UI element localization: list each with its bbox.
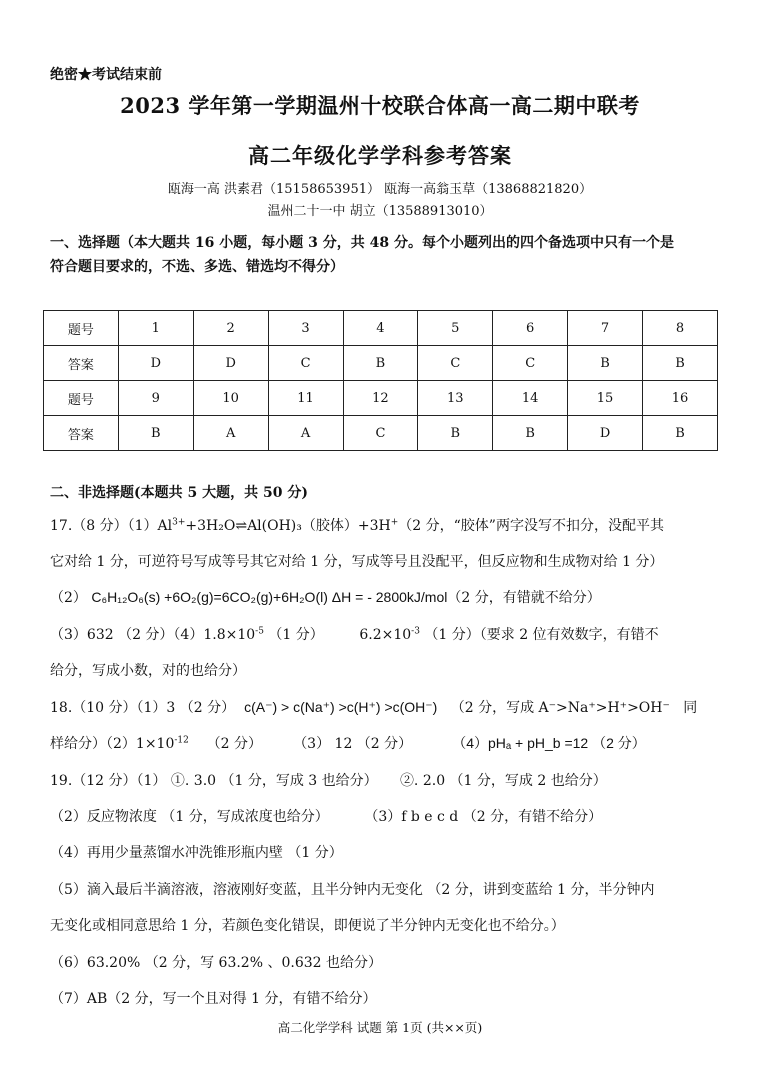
answer-table: [43, 310, 718, 451]
table-cell: B: [643, 346, 718, 381]
table-cell: 14: [493, 381, 568, 416]
table-cell: 15: [568, 381, 643, 416]
authors-line-2: 温州二十一中 胡立（13588913010）: [267, 204, 493, 219]
q17-line1: 17.（8 分）$(1)Al^{3+}+3H_2O\rightleftharpoons Al(OH)_3$（胶体）+3H+（2 分，“胶体”两字没写不扣分，没配平其: [50, 517, 664, 534]
table-row-header: 答案: [44, 416, 119, 451]
table-cell: 1: [118, 311, 193, 346]
table-row: [44, 346, 718, 381]
section1-heading-line2: 符合题目要求的，不选、多选、错选均不得分）: [50, 259, 344, 275]
table-cell: 10: [193, 381, 268, 416]
table-cell: 11: [268, 381, 343, 416]
table-row-header: 题号: [44, 311, 119, 346]
table-row: [44, 416, 718, 451]
table-cell: D: [193, 346, 268, 381]
table-cell: C: [418, 346, 493, 381]
table-cell: B: [118, 416, 193, 451]
table-row: [44, 381, 718, 416]
q19-line5: 无变化或相同意思给 1 分，若颜色变化错误，即便说了半分钟内无变化也不给分。）: [50, 918, 565, 934]
table-cell: C: [343, 416, 418, 451]
table-cell: 16: [643, 381, 718, 416]
table-cell: 2: [193, 311, 268, 346]
table-cell: B: [568, 346, 643, 381]
table-row-header: 答案: [44, 346, 119, 381]
q17-line4: （3）632 （2 分）$(4)1.8\times 10^{-5}$ （1 分） $6.2\times 10^{-3}$ （1 分）（要求 2 位有效数字，有错不: [50, 626, 659, 643]
table-cell: 3: [268, 311, 343, 346]
table-cell: 12: [343, 381, 418, 416]
table-cell: B: [493, 416, 568, 451]
q19-line7: （7）AB（2 分，写一个且对得 1 分，有错不给分）: [50, 991, 377, 1007]
table-cell: C: [268, 346, 343, 381]
table-row: [44, 311, 718, 346]
table-cell: B: [418, 416, 493, 451]
q19-line1: 19.（12 分）（1） ①. 3.0 （1 分，写成 3 也给分） ②. 2.0 （1 分，写成 2 也给分）: [50, 773, 607, 789]
table-cell: A: [193, 416, 268, 451]
table-cell: B: [343, 346, 418, 381]
confidential-label: 绝密★考试结束前: [50, 67, 162, 83]
table-cell: 5: [418, 311, 493, 346]
q19-line4: （5）滴入最后半滴溶液，溶液刚好变蓝，且半分钟内无变化 （2 分，讲到变蓝给 1 分，半分钟内: [50, 882, 655, 898]
q17-line5: 给分，写成小数，对的也给分）: [50, 663, 246, 679]
page-subtitle: 高二年级化学学科参考答案: [248, 143, 512, 168]
table-cell: 7: [568, 311, 643, 346]
table-row-header: 题号: [44, 381, 119, 416]
q19-line6: （6）63.20% （2 分，写 63.2% 、0.632 也给分）: [50, 955, 383, 971]
table-cell: 4: [343, 311, 418, 346]
q17-line2: 它对给 1 分，可逆符号写成等号其它对给 1 分，写成等号且没配平，但反应物和生成物对给 1 分）: [50, 554, 664, 570]
table-cell: B: [643, 416, 718, 451]
table-cell: D: [568, 416, 643, 451]
table-cell: 8: [643, 311, 718, 346]
table-cell: 6: [493, 311, 568, 346]
table-cell: 9: [118, 381, 193, 416]
page-footer: 高二化学学科 试题 第 1页 (共××页): [277, 1020, 483, 1035]
authors-line-1: 瓯海一高 洪素君（15158653951） 瓯海一高翁玉草（13868821820）: [167, 182, 593, 197]
section1-heading-line1: 一、选择题（本大题共 16 小题，每小题 3 分，共 48 分。每个小题列出的四个备选项中只有一个是: [50, 235, 674, 251]
table-cell: D: [118, 346, 193, 381]
q18-line2: 样给分）$(2)1\times 10^{-12}$ （2 分） （3） 12 （2 分） （4）pHₐ + pH_b =12 （2 分）: [50, 735, 646, 752]
q17-line3: （2） C₆H₁₂O₆(s) +6O₂(g)=6CO₂(g)+6H₂O(l) ΔH = - 2800kJ/mol（2 分，有错就不给分）: [50, 589, 601, 606]
combustion-equation: C₆H₁₂O₆(s) +6O₂(g)=6CO₂(g)+6H₂O(l) ΔH = - 2800kJ/mol: [91, 589, 448, 605]
table-cell: C: [493, 346, 568, 381]
page-title: 2023 学年第一学期温州十校联合体高一高二期中联考: [120, 93, 640, 118]
section2-heading: 二、非选择题(本题共 5 大题，共 50 分): [50, 485, 308, 501]
table-cell: A: [268, 416, 343, 451]
table-cell: 13: [418, 381, 493, 416]
q19-line3: （4）再用少量蒸馏水冲洗锥形瓶内壁 （1 分）: [50, 845, 343, 861]
q18-line1: 18.（10 分）（1）3 （2 分） c(A⁻) > c(Na⁺) >c(H⁺) >c(OH⁻) （2 分，写成 A⁻>Na⁺>H⁺>OH⁻ 同: [50, 699, 698, 716]
q19-line2: （2）反应物浓度 （1 分，写成浓度也给分） （3）f b e c d （2 分，有错不给分）: [50, 809, 603, 825]
